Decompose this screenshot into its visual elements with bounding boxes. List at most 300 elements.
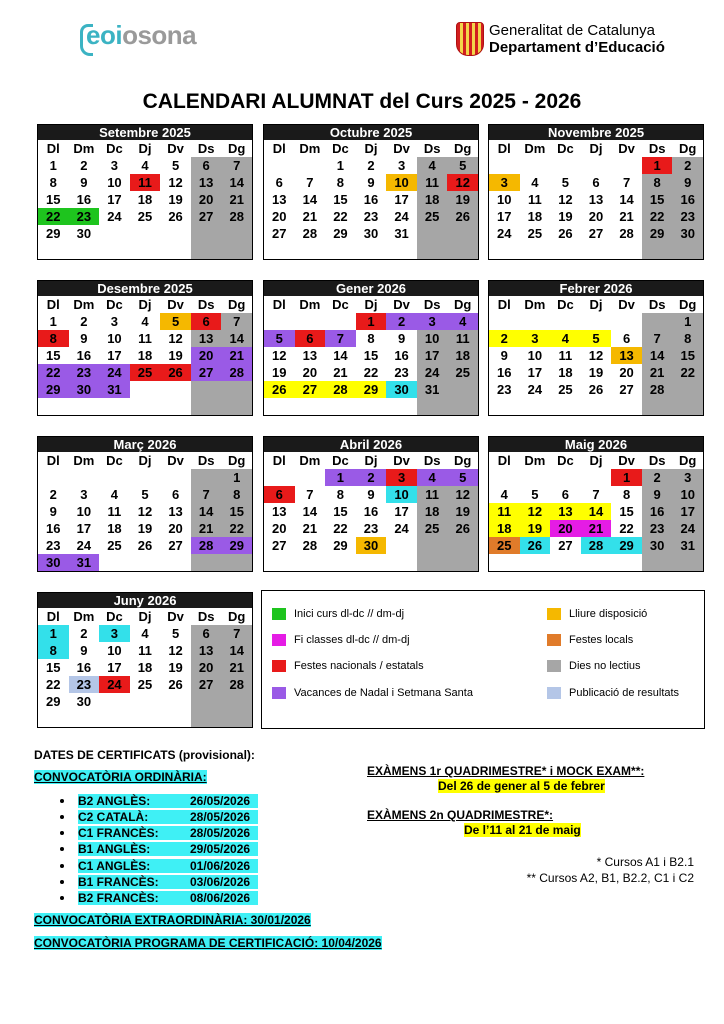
calendar-empty-cell (642, 398, 673, 415)
calendar-day: 5 (171, 626, 180, 641)
calendar-day: 19 (168, 660, 183, 675)
calendar-empty-cell (325, 242, 356, 259)
month-calendar-juny (37, 592, 253, 728)
calendar-empty-cell (264, 398, 295, 415)
calendar-day: 16 (76, 192, 92, 207)
calendar-day: 17 (497, 209, 512, 224)
calendar-day: 16 (363, 504, 379, 519)
month-calendar-setembre (37, 124, 253, 260)
logo-text-eoi: eoi (86, 20, 123, 50)
calendar-empty-cell (489, 313, 520, 330)
calendar-day: 21 (221, 191, 252, 208)
calendar-day: 6 (191, 313, 222, 330)
calendar-day: 12 (137, 504, 153, 519)
calendar-day: 12 (520, 503, 551, 520)
calendar-day: 4 (141, 626, 149, 641)
calendar-day: 25 (137, 677, 153, 692)
calendar-day: 11 (527, 192, 542, 207)
calendar-empty-cell (99, 242, 130, 259)
calendar-day: 26 (160, 364, 191, 381)
weekday-header: Dg (454, 297, 472, 312)
calendar-day: 8 (336, 175, 345, 190)
calendar-day: 27 (295, 381, 326, 398)
weekday-header: Ds (197, 453, 215, 468)
calendar-day: 24 (394, 209, 409, 224)
calendar-empty-cell (611, 242, 642, 259)
calendar-day: 20 (272, 209, 287, 224)
bullet-icon (60, 864, 64, 868)
calendar-day: 5 (160, 313, 191, 330)
weekday-header: Ds (423, 297, 441, 312)
calendar-day: 4 (447, 313, 478, 330)
calendar-day: 30 (642, 537, 673, 554)
exam-item: C2 CATALÀ: 28/05/2026 (78, 810, 258, 824)
calendar-day: 21 (302, 521, 318, 536)
ordinary-call-label: CONVOCATÒRIA ORDINÀRIA: (34, 770, 207, 784)
weekday-header: Ds (197, 609, 215, 624)
calendar-day: 20 (619, 365, 634, 380)
calendar-day: 28 (302, 538, 318, 553)
month-calendar-octubre (263, 124, 479, 260)
calendar-empty-cell (191, 469, 222, 486)
month-grid (38, 608, 252, 727)
calendar-day: 18 (527, 209, 543, 224)
legend-swatch (272, 608, 286, 620)
weekday-header: Dj (138, 453, 152, 468)
q1-exams-dates: Del 26 de gener al 5 de febrer (438, 779, 605, 793)
calendar-day: 7 (221, 313, 252, 330)
calendar-day: 17 (672, 503, 703, 520)
calendar-day: 30 (76, 226, 92, 241)
calendar-day: 1 (336, 158, 345, 173)
calendar-day: 14 (302, 504, 318, 519)
calendar-empty-cell (38, 710, 69, 727)
weekday-header: Dc (332, 297, 349, 312)
calendar-day: 20 (302, 365, 318, 380)
calendar-day: 2 (49, 487, 57, 502)
calendar-day: 6 (191, 157, 222, 174)
calendar-day: 26 (447, 208, 478, 225)
calendar-day: 29 (333, 538, 348, 553)
weekday-header: Dv (167, 609, 184, 624)
legend-item: Inici curs dl-dc // dm-dj (272, 608, 404, 620)
calendar-day: 7 (622, 175, 631, 190)
calendar-day: 13 (588, 192, 604, 207)
calendar-day: 18 (489, 520, 520, 537)
calendar-day: 21 (642, 364, 673, 381)
calendar-day: 3 (99, 625, 130, 642)
calendar-day: 9 (80, 175, 88, 190)
calendar-day: 2 (356, 469, 387, 486)
calendar-day: 1 (325, 469, 356, 486)
calendar-day: 11 (489, 503, 520, 520)
bullet-icon (60, 847, 64, 851)
month-title: Juny 2026 (38, 593, 252, 608)
calendar-day: 2 (672, 157, 703, 174)
calendar-day: 16 (76, 348, 92, 363)
calendar-empty-cell (325, 398, 356, 415)
calendar-day: 10 (497, 192, 512, 207)
month-title: Desembre 2025 (38, 281, 252, 296)
calendar-empty-cell (221, 225, 252, 242)
weekday-header: Dj (364, 141, 378, 156)
weekday-header: Dl (497, 141, 511, 156)
calendar-day: 4 (141, 158, 149, 173)
calendar-empty-cell (130, 398, 161, 415)
legend-swatch (547, 634, 561, 646)
department-name: Departament d’Educació (489, 39, 665, 56)
weekday-header: Dm (524, 141, 546, 156)
calendar-day: 4 (531, 175, 539, 190)
weekday-header: Dc (106, 141, 123, 156)
calendar-day: 15 (642, 191, 673, 208)
calendar-empty-cell (447, 225, 478, 242)
calendar-day: 17 (394, 504, 409, 519)
calendar-empty-cell (191, 693, 222, 710)
calendar-day: 18 (558, 365, 573, 380)
calendar-day: 19 (447, 503, 478, 520)
calendar-day: 11 (130, 174, 161, 191)
footnote-q1: * Cursos A1 i B2.1 (596, 855, 694, 869)
calendar-day: 9 (397, 331, 406, 346)
calendar-day: 25 (447, 364, 478, 381)
calendar-day: 14 (221, 642, 252, 659)
calendar-day: 7 (306, 487, 314, 502)
calendar-empty-cell (642, 554, 673, 571)
calendar-empty-cell (489, 554, 520, 571)
calendar-empty-cell (447, 242, 478, 259)
calendar-day: 20 (168, 521, 183, 536)
legend-item: Publicació de resultats (547, 687, 679, 699)
q2-exams-heading: EXÀMENS 2n QUADRIMESTRE*: (367, 808, 554, 822)
calendar-empty-cell (130, 225, 161, 242)
calendar-empty-cell (160, 693, 191, 710)
calendar-day: 5 (561, 175, 570, 190)
month-calendar-abril (263, 436, 479, 572)
calendar-day: 20 (191, 659, 222, 676)
calendar-day: 2 (489, 330, 520, 347)
calendar-day: 5 (171, 158, 180, 173)
weekday-header: Dm (299, 141, 321, 156)
calendar-day: 2 (80, 158, 88, 173)
calendar-empty-cell (130, 693, 161, 710)
calendar-day: 16 (76, 660, 92, 675)
calendar-empty-cell (386, 398, 417, 415)
calendar-day: 22 (363, 365, 379, 380)
calendar-day: 19 (520, 520, 551, 537)
weekday-header: Dl (46, 141, 60, 156)
weekday-header: Dl (272, 453, 286, 468)
weekday-header: Dl (272, 297, 286, 312)
calendar-day: 21 (221, 659, 252, 676)
exam-item: B2 ANGLÈS: 26/05/2026 (78, 794, 258, 808)
calendar-empty-cell (99, 225, 130, 242)
calendar-empty-cell (672, 242, 703, 259)
calendar-day: 9 (367, 487, 375, 502)
month-title: Maig 2026 (489, 437, 703, 452)
calendar-empty-cell (386, 242, 417, 259)
calendar-day: 19 (137, 521, 153, 536)
calendar-day: 5 (447, 157, 478, 174)
calendar-day: 5 (531, 487, 539, 502)
calendar-day: 5 (447, 469, 478, 486)
calendar-day: 12 (272, 348, 287, 363)
calendar-day: 20 (191, 191, 222, 208)
calendar-day: 12 (168, 175, 183, 190)
calendar-day: 21 (619, 209, 634, 224)
calendar-day: 25 (558, 382, 573, 397)
page-title: CALENDARI ALUMNAT del Curs 2025 - 2026 (142, 90, 582, 113)
logo-text-osona: osona (122, 20, 197, 50)
calendar-day: 19 (168, 192, 183, 207)
calendar-day: 2 (367, 158, 375, 173)
calendar-day: 10 (107, 643, 122, 658)
calendar-day: 9 (672, 174, 703, 191)
calendar-empty-cell (295, 157, 326, 174)
calendar-day: 24 (394, 521, 409, 536)
calendar-day: 3 (110, 314, 119, 329)
calendar-empty-cell (221, 398, 252, 415)
exam-item: B1 FRANCÈS: 03/06/2026 (78, 875, 258, 889)
month-calendar-novembre (488, 124, 704, 260)
calendar-empty-cell (325, 313, 356, 330)
weekday-header: Dg (679, 297, 697, 312)
calendar-day: 21 (191, 520, 222, 537)
calendar-day: 29 (333, 226, 348, 241)
calendar-empty-cell (160, 554, 191, 571)
calendar-day: 21 (581, 520, 612, 537)
exam-item: B2 FRANCÈS: 08/06/2026 (78, 891, 258, 905)
calendar-day: 11 (138, 643, 152, 658)
calendar-day: 28 (581, 537, 612, 554)
calendar-day: 28 (302, 226, 318, 241)
certificates-heading: DATES DE CERTIFICATS (provisional): (34, 748, 255, 762)
calendar-day: 26 (520, 537, 551, 554)
weekday-header: Dg (454, 141, 472, 156)
weekday-header: Dm (524, 297, 546, 312)
calendar-empty-cell (295, 469, 326, 486)
calendar-day: 4 (500, 487, 508, 502)
month-calendar-gener (263, 280, 479, 416)
calendar-day: 5 (581, 330, 612, 347)
calendar-day: 2 (642, 469, 673, 486)
weekday-header: Dv (167, 297, 184, 312)
calendar-day: 29 (221, 537, 252, 554)
weekday-header: Dj (589, 141, 603, 156)
month-grid (38, 296, 252, 415)
calendar-empty-cell (295, 398, 326, 415)
calendar-day: 15 (333, 192, 348, 207)
calendar-day: 7 (191, 486, 222, 503)
calendar-empty-cell (520, 469, 551, 486)
calendar-day: 6 (592, 175, 600, 190)
calendar-day: 3 (672, 469, 703, 486)
month-title: Març 2026 (38, 437, 252, 452)
calendar-day: 13 (191, 330, 222, 347)
calendar-day: 18 (417, 191, 448, 208)
calendar-day: 22 (221, 520, 252, 537)
calendar-day: 23 (69, 208, 100, 225)
calendar-day: 23 (46, 538, 61, 553)
calendar-empty-cell (160, 381, 191, 398)
calendar-empty-cell (99, 693, 130, 710)
calendar-day: 29 (38, 381, 69, 398)
calendar-day: 25 (137, 209, 153, 224)
calendar-day: 13 (168, 504, 183, 519)
calendar-day: 13 (302, 348, 318, 363)
calendar-legend (261, 590, 705, 729)
generalitat-logo (456, 20, 686, 60)
weekday-header: Dm (524, 453, 546, 468)
calendar-empty-cell (191, 225, 222, 242)
calendar-empty-cell (642, 242, 673, 259)
month-title: Novembre 2025 (489, 125, 703, 140)
calendar-empty-cell (581, 313, 612, 330)
legend-swatch (272, 634, 286, 646)
calendar-day: 19 (558, 209, 573, 224)
weekday-header: Ds (197, 297, 215, 312)
calendar-day: 9 (80, 331, 88, 346)
calendar-day: 23 (363, 209, 379, 224)
calendar-empty-cell (581, 469, 612, 486)
calendar-day: 15 (221, 503, 252, 520)
calendar-day: 16 (642, 503, 673, 520)
calendar-day: 12 (588, 348, 604, 363)
calendar-empty-cell (356, 242, 387, 259)
calendar-day: 23 (642, 520, 673, 537)
weekday-header: Dj (364, 453, 378, 468)
calendar-day: 22 (38, 364, 69, 381)
legend-swatch (547, 608, 561, 620)
weekday-header: Dg (228, 453, 246, 468)
month-grid (38, 452, 252, 571)
calendar-empty-cell (191, 398, 222, 415)
q2-exams-dates: De l’11 al 21 de maig (464, 823, 581, 837)
calendar-empty-cell (38, 242, 69, 259)
exam-item: C1 ANGLÈS: 01/06/2026 (78, 859, 258, 873)
calendar-day: 30 (672, 225, 703, 242)
calendar-empty-cell (191, 381, 222, 398)
calendar-day: 14 (221, 174, 252, 191)
calendar-day: 7 (592, 487, 600, 502)
calendar-empty-cell (672, 554, 703, 571)
calendar-day: 10 (417, 330, 448, 347)
calendar-day: 2 (80, 626, 88, 641)
eoi-osona-logo (80, 16, 230, 62)
calendar-empty-cell (672, 381, 703, 398)
weekday-header: Dj (589, 297, 603, 312)
calendar-empty-cell (489, 398, 520, 415)
calendar-day: 4 (141, 314, 149, 329)
calendar-empty-cell (520, 554, 551, 571)
calendar-day: 12 (168, 643, 183, 658)
calendar-day: 8 (38, 642, 69, 659)
calendar-day: 7 (642, 330, 673, 347)
calendar-day: 27 (558, 538, 573, 553)
calendar-day: 10 (107, 175, 122, 190)
calendar-day: 4 (417, 157, 448, 174)
calendar-empty-cell (99, 469, 130, 486)
calendar-day: 24 (417, 364, 448, 381)
calendar-day: 3 (520, 330, 551, 347)
calendar-empty-cell (160, 469, 191, 486)
weekday-header: Dg (228, 141, 246, 156)
calendar-day: 14 (302, 192, 318, 207)
calendar-day: 25 (107, 538, 122, 553)
calendar-day: 26 (168, 677, 183, 692)
calendar-day: 12 (168, 331, 183, 346)
calendar-day: 11 (558, 348, 573, 363)
weekday-header: Dc (557, 141, 574, 156)
month-grid (489, 452, 703, 571)
weekday-header: Dj (138, 297, 152, 312)
calendar-empty-cell (550, 398, 581, 415)
calendar-day: 19 (447, 191, 478, 208)
calendar-day: 17 (417, 347, 448, 364)
weekday-header: Dl (497, 453, 511, 468)
calendar-day: 29 (46, 226, 61, 241)
calendar-day: 9 (500, 348, 508, 363)
calendar-day: 8 (642, 174, 673, 191)
month-calendar-desembre (37, 280, 253, 416)
calendar-empty-cell (550, 554, 581, 571)
calendar-day: 25 (417, 208, 448, 225)
calendar-empty-cell (295, 313, 326, 330)
calendar-day: 14 (221, 330, 252, 347)
weekday-header: Dl (272, 141, 286, 156)
calendar-empty-cell (447, 537, 478, 554)
calendar-empty-cell (581, 398, 612, 415)
calendar-day: 10 (76, 504, 92, 519)
weekday-header: Dc (106, 609, 123, 624)
calendar-empty-cell (69, 242, 100, 259)
calendar-day: 28 (221, 208, 252, 225)
calendar-day: 18 (417, 503, 448, 520)
calendar-day: 31 (394, 226, 409, 241)
calendar-day: 13 (191, 642, 222, 659)
calendar-empty-cell (221, 710, 252, 727)
legend-item: Festes nacionals / estatals (272, 660, 424, 672)
calendar-day: 25 (417, 520, 448, 537)
weekday-header: Dj (364, 297, 378, 312)
weekday-header: Dg (454, 453, 472, 468)
legend-swatch (547, 660, 561, 672)
calendar-day: 26 (588, 382, 604, 397)
calendar-empty-cell (160, 710, 191, 727)
calendar-day: 1 (642, 157, 673, 174)
calendar-day: 21 (221, 347, 252, 364)
generalitat-seal-icon (456, 22, 484, 56)
calendar-day: 31 (672, 537, 703, 554)
calendar-day: 4 (110, 487, 119, 502)
calendar-day: 23 (363, 521, 379, 536)
calendar-day: 16 (672, 191, 703, 208)
weekday-header: Ds (648, 141, 666, 156)
calendar-day: 5 (264, 330, 295, 347)
calendar-empty-cell (191, 554, 222, 571)
calendar-empty-cell (611, 398, 642, 415)
calendar-day: 22 (38, 208, 69, 225)
calendar-day: 17 (107, 660, 122, 675)
calendar-day: 30 (363, 226, 379, 241)
exam-item: C1 FRANCÈS: 28/05/2026 (78, 826, 258, 840)
calendar-empty-cell (325, 554, 356, 571)
calendar-day: 8 (49, 175, 57, 190)
calendar-day: 26 (137, 538, 153, 553)
bullet-icon (60, 880, 64, 884)
legend-item: Vacances de Nadal i Setmana Santa (272, 687, 473, 699)
calendar-day: 9 (642, 486, 673, 503)
